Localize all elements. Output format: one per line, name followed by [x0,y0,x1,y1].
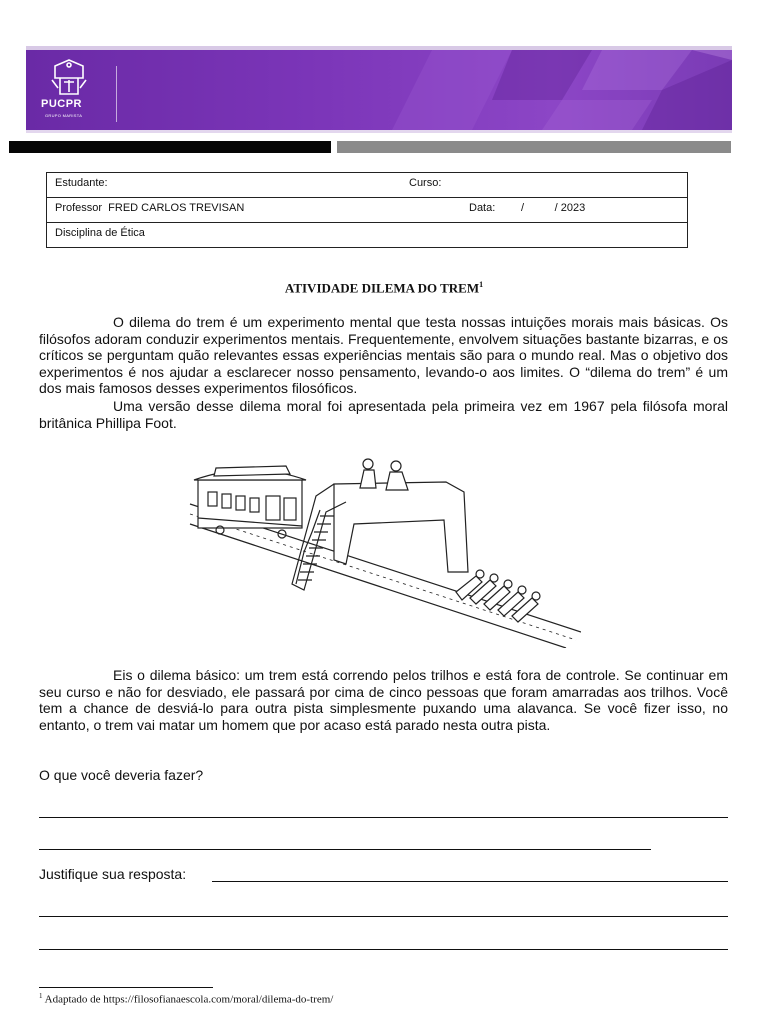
page-title [0,280,768,296]
discipline-label: Disciplina de Ética [55,227,145,239]
logo-subtext: GRUPO MARISTA [45,113,83,118]
black-divider-bar [9,141,331,153]
justify-line-2[interactable] [39,916,728,917]
paragraph-intro: O dilema do trem é um experimento mental que testa nossas intuições morais mais básicas. Os filósofos adoram conduzir experimentos mentais. Frequentemente, envolvem situações bastante bizarras, e os críticos se perguntam quão relevantes essas experiências mentais são para o mundo real. Mas o objetivo dos experimentos é nos ajudar a esclarecer nosso pensamento, levando-o aos limites. O “dilema do trem” é um dos mais famosos desses experimentos filosóficos. [39,314,728,397]
title-text: ATIVIDADE DILEMA DO TREM [284,280,480,296]
justify-line-3[interactable] [39,949,728,950]
banner-bottom-strip [26,130,732,133]
info-row-discipline [47,223,687,248]
footnote-text: Adaptado de https://filosofianaescola.com/moral/dilema-do-trem/ [42,993,334,1006]
answer-line-2[interactable] [39,849,651,850]
logo-text: PUCPR [41,98,83,110]
header-banner [26,50,732,130]
info-row-student [47,173,687,198]
answer-line-1[interactable] [39,817,728,818]
course-label: Curso: [409,177,442,189]
title-footnote-mark: 1 [479,280,484,289]
question-text: O que você deveria fazer? [39,767,204,783]
paragraph-dilemma: Eis o dilema básico: um trem está correndo pelos trilhos e está fora de controle. Se continuar em seu curso e não for desviado, ele passará por cima de cinco pessoas que foram amarradas aos trilhos. Você tem a chance de desviá-lo para outra pista simplesmente puxando uma alavanca. Se você fizer isso, no entanto, o trem vai matar um homem que por acaso está parado nesta outra pista. [39,667,728,733]
student-info-table [46,172,688,248]
info-row-professor [47,198,687,223]
footnote-separator [39,987,213,988]
justify-label: Justifique sua resposta: [39,866,187,882]
student-label: Estudante: [55,177,108,189]
date-label: Data: [469,202,496,214]
logo-divider [116,66,117,122]
date-value: / / 2023 [521,202,586,214]
trolley-dilemma-illustration [186,452,581,648]
justify-line-1[interactable] [212,881,728,882]
professor-label: Professor FRED CARLOS TREVISAN [55,202,245,214]
paragraph-foot: Uma versão desse dilema moral foi apresentada pela primeira vez em 1967 pela filósofa moral britânica Phillipa Foot. [39,398,728,431]
footnote-mark: 1 [39,992,43,1000]
gray-divider-bar [337,141,731,153]
footnote [39,992,333,1006]
banner-decoration [392,50,732,130]
